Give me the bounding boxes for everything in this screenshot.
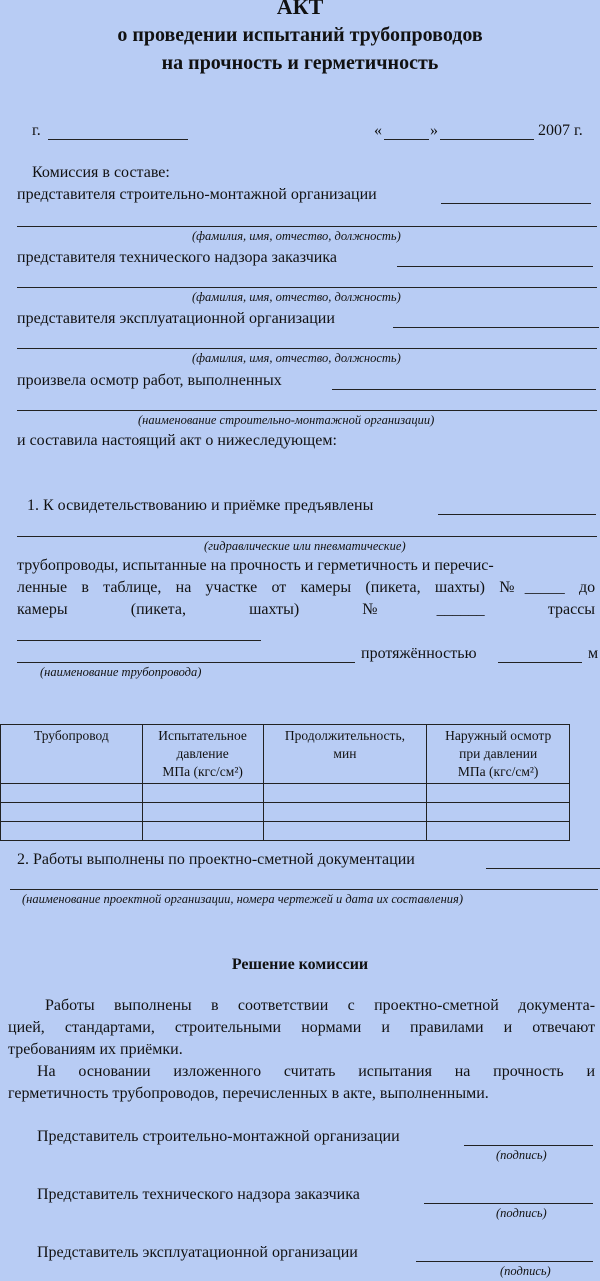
contractor-blank-2[interactable] [17, 410, 597, 411]
section1-presented: 1. К освидетельствованию и приёмке предъявлены [27, 497, 374, 514]
word: №_____ [499, 579, 565, 596]
pipeline-table [0, 724, 570, 841]
docs-blank-2[interactable] [10, 889, 598, 890]
section2-docs: 2. Работы выполнены по проектно-сметной документации [17, 851, 415, 868]
word: правилами [410, 1019, 484, 1036]
day-blank[interactable] [384, 139, 429, 140]
month-blank[interactable] [440, 139, 534, 140]
rep-builder-blank[interactable] [441, 203, 591, 204]
word: на [454, 1063, 471, 1080]
word: и [381, 1019, 390, 1036]
rep-operator-blank-2[interactable] [17, 348, 597, 349]
docs-blank[interactable] [486, 868, 600, 869]
word: считать [283, 1063, 336, 1080]
word: в [210, 997, 219, 1014]
word: трассы [547, 601, 596, 618]
composed-text: и составила настоящий акт о нижеследующем: [17, 432, 337, 449]
year-text: 2007 г. [538, 122, 583, 139]
word: соответствии [237, 997, 329, 1014]
word: и [503, 1019, 513, 1036]
word: камеры [17, 601, 68, 618]
word: таблице, [103, 579, 162, 596]
signature-operator-label: Представитель эксплуатационной организации [37, 1244, 358, 1261]
section1-para-line2 [17, 579, 595, 597]
caption-docs: (наименование проектной организации, номера чертежей и дата их составления) [22, 892, 464, 906]
col-pipeline: Трубопровод [1, 725, 143, 784]
length-label: протяжённостью [361, 645, 477, 662]
word: участке [205, 579, 258, 596]
table-header-row [1, 725, 570, 784]
word: стандартами, [64, 1019, 155, 1036]
table-cell[interactable] [142, 822, 263, 841]
table-cell[interactable] [427, 784, 570, 803]
length-unit: м [588, 645, 599, 662]
word: от [271, 579, 287, 596]
caption-signature-1: (подпись) [496, 1148, 547, 1162]
date-quote-close: » [430, 122, 438, 139]
decision-p2-line2: герметичность трубопроводов, перечисленных в акте, выполненными. [8, 1085, 489, 1102]
col-visual-inspection: Наружный осмотр при давлении МПа (кгс/см²) [427, 725, 570, 784]
pipeline-name-blank[interactable] [17, 662, 355, 663]
caption-person-2: (фамилия, имя, отчество, должность) [192, 290, 401, 304]
signature-builder-label: Представитель строительно-монтажной организации [37, 1128, 400, 1145]
rep-builder-blank-2[interactable] [17, 226, 597, 227]
commission-intro: Комиссия в составе: [32, 164, 170, 181]
rep-supervision-label: представителя технического надзора заказчика [17, 249, 337, 266]
city-prefix: г. [32, 122, 41, 139]
word: шахты) [434, 579, 485, 596]
word: на [175, 579, 192, 596]
table-cell[interactable] [142, 784, 263, 803]
length-blank[interactable] [498, 662, 582, 663]
caption-person-1: (фамилия, имя, отчество, должность) [192, 229, 401, 243]
table-cell[interactable] [1, 784, 143, 803]
table-row [1, 822, 570, 841]
decision-p2-line1 [37, 1063, 595, 1081]
section1-para-line1: трубопроводы, испытанные на прочность и герметичность и перечис- [17, 557, 494, 574]
rep-operator-label: представителя эксплуатационной организации [17, 310, 335, 327]
rep-builder-label: представителя строительно-монтажной организации [17, 186, 377, 203]
word: изложенного [173, 1063, 262, 1080]
word: отвечают [532, 1019, 596, 1036]
date-quote-open: « [374, 122, 382, 139]
act-subtitle-line2: на прочность и герметичность [161, 52, 439, 74]
word: прочность [493, 1063, 564, 1080]
signature-builder-blank[interactable] [464, 1145, 593, 1146]
caption-pipeline: (наименование трубопровода) [40, 665, 202, 679]
table-cell[interactable] [263, 784, 427, 803]
word: На [37, 1063, 56, 1080]
decision-p1-line3: требованиям их приёмки. [8, 1041, 183, 1058]
table-row [1, 803, 570, 822]
decision-p1-line2 [8, 1019, 595, 1037]
caption-signature-2: (подпись) [496, 1206, 547, 1220]
signature-supervision-blank[interactable] [424, 1203, 593, 1204]
word: цией, [8, 1019, 45, 1036]
signature-operator-blank[interactable] [416, 1261, 593, 1262]
act-title: АКТ [276, 0, 324, 19]
signature-supervision-label: Представитель технического надзора заказчика [37, 1186, 360, 1203]
caption-signature-3: (подпись) [500, 1264, 551, 1278]
word: до [578, 579, 596, 596]
word: (пикета, [130, 601, 186, 618]
rep-supervision-blank-2[interactable] [17, 287, 597, 288]
word: основании [78, 1063, 151, 1080]
col-duration: Продолжительность, мин [263, 725, 427, 784]
inspected-label: произвела осмотр работ, выполненных [17, 372, 282, 389]
table-cell[interactable] [427, 822, 570, 841]
table-row [1, 784, 570, 803]
act-subtitle-line1: о проведении испытаний трубопроводов [117, 24, 483, 46]
decision-heading: Решение комиссии [231, 956, 369, 973]
word: №______ [362, 601, 485, 618]
city-blank[interactable] [48, 139, 188, 140]
route-blank[interactable] [17, 640, 261, 641]
word: испытания [358, 1063, 432, 1080]
section1-para-line3 [17, 601, 595, 619]
rep-operator-blank[interactable] [393, 327, 599, 328]
table-cell[interactable] [1, 803, 143, 822]
col-test-pressure: Испытательное давление МПа (кгс/см²) [142, 725, 263, 784]
presented-blank[interactable] [438, 514, 596, 515]
word: нормами [301, 1019, 362, 1036]
table-cell[interactable] [427, 803, 570, 822]
table-cell[interactable] [142, 803, 263, 822]
caption-org: (наименование строительно-монтажной организации) [138, 413, 435, 427]
caption-test-type: (гидравлические или пневматические) [204, 539, 406, 553]
rep-supervision-blank[interactable] [397, 266, 593, 267]
contractor-blank[interactable] [332, 389, 596, 390]
word: строительными [174, 1019, 282, 1036]
word: в [81, 579, 89, 596]
decision-p1-line1 [45, 997, 595, 1015]
table-cell[interactable] [263, 822, 427, 841]
word: ленные [17, 579, 68, 596]
word: документа- [518, 997, 596, 1014]
caption-person-3: (фамилия, имя, отчество, должность) [192, 351, 401, 365]
word: Работы [45, 997, 95, 1014]
word: проектно-сметной [374, 997, 499, 1014]
table-cell[interactable] [1, 822, 143, 841]
presented-blank-2[interactable] [17, 536, 597, 537]
word: (пикета, [365, 579, 421, 596]
table-cell[interactable] [263, 803, 427, 822]
word: выполнены [114, 997, 192, 1014]
word: шахты) [249, 601, 300, 618]
word: камеры [300, 579, 352, 596]
word: с [347, 997, 355, 1014]
word: и [586, 1063, 596, 1080]
